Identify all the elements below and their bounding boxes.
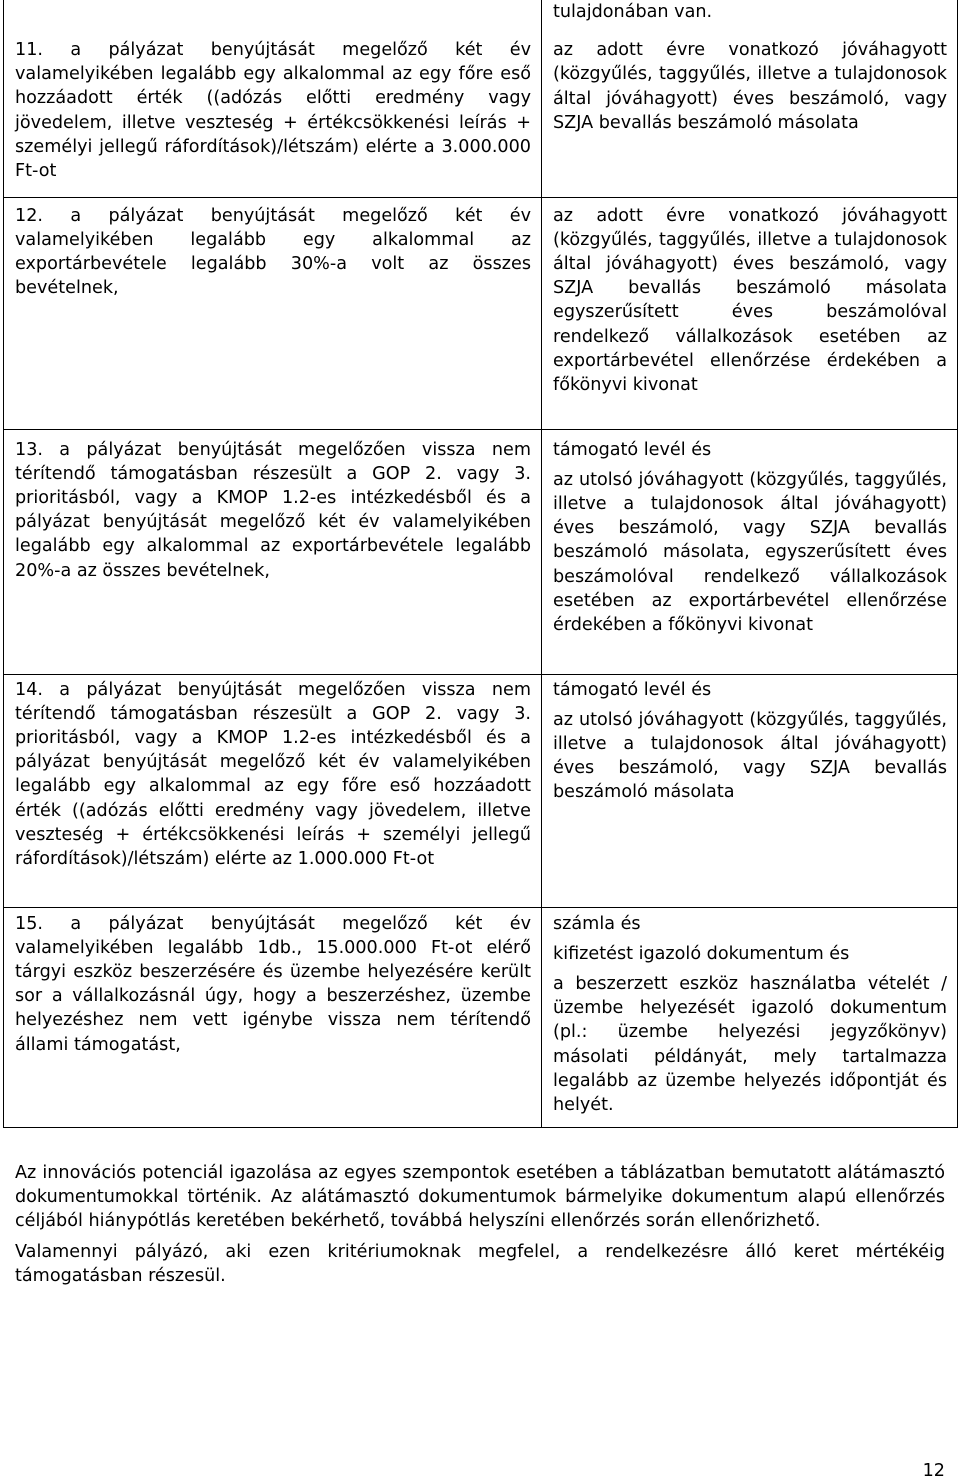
criterion-cell xyxy=(4,907,542,1127)
criterion-cell xyxy=(4,0,542,197)
criterion-cell xyxy=(4,197,542,429)
note-paragraph: Valamennyi pályázó, aki ezen kritériumoknak megfelel, a rendelkezésre álló keret mértékéig támogatásban részesül. xyxy=(15,1241,945,1286)
evidence-text: támogató levél és xyxy=(553,679,712,700)
note-paragraph: Az innovációs potenciál igazolása az egyes szempontok esetében a táblázatban bemutatott alátámasztó dokumentumokkal történik. Az alátámasztó dokumentumok bármelyike dokumentum alapú ellenőrzés céljából hiánypótlás keretében bekérhető, továbbá helyszíni ellenőrzés során ellenőrizhető. xyxy=(15,1163,945,1232)
criterion-cell xyxy=(4,674,542,907)
criterion-text: 15. a pályázat benyújtását megelőző két év valamelyikében legalább 1db., 15.000.000 Ft-ot elérő tárgyi eszköz beszerzésére és üzembe helyezésére került sor a vállalkozásnál úgy, hogy a beszerzéshez, üzembe helyezéshez nem vett igénybe vissza nem térítendő állami támogatást, xyxy=(15,913,531,1055)
evidence-cell xyxy=(542,0,958,197)
criterion-text: 12. a pályázat benyújtását megelőző két év valamelyikében legalább egy alkalommal az exportárbevétele legalább 30%-a volt az összes bevételnek, xyxy=(15,205,531,299)
evidence-cell xyxy=(542,429,958,674)
evidence-text: kifizetést igazoló dokumentum és xyxy=(553,943,850,964)
evidence-text: tulajdonában van. xyxy=(553,2,713,22)
evidence-cell xyxy=(542,674,958,907)
evidence-text: az adott évre vonatkozó jóváhagyott (közgyűlés, taggyűlés, illetve a tulajdonosok által jóváhagyott) éves beszámoló, vagy SZJA bevallás beszámoló másolata egyszerűsített éves beszámolóval rendelkező vállalkozások esetében az exportárbevétel ellenőrzése érdekében a főkönyvi kivonat xyxy=(553,205,947,395)
criterion-text: 14. a pályázat benyújtását megelőzően vissza nem térítendő támogatásban részesült a GOP 2. vagy 3. prioritásból, vagy a KMOP 1.2-es intézkedésből és a pályázat benyújtását megelőző két év valamelyikében legalább egy alkalommal az egy főre eső hozzáadott érték ((adózás előtti eredmény vagy jövedelem, illetve veszteség + értékcsökkenési leírás + személyi jellegű ráfordítások)/létszám) elérte az 1.000.000 Ft-ot xyxy=(15,679,531,869)
criterion-text: 13. a pályázat benyújtását megelőzően vissza nem térítendő támogatásban részesült a GOP 2. vagy 3. prioritásból, vagy a KMOP 1.2-es intézkedésből és a pályázat benyújtását megelőző két év valamelyikében legalább egy alkalommal az exportárbevétele legalább 20%-a az összes bevételnek, xyxy=(15,439,531,581)
criteria-table xyxy=(3,0,958,1128)
table-row xyxy=(4,197,958,429)
page-number: 12 xyxy=(922,1461,945,1481)
evidence-cell xyxy=(542,907,958,1127)
evidence-text: az utolsó jóváhagyott (közgyűlés, taggyűlés, illetve a tulajdonosok által jóváhagyott) éves beszámoló, vagy SZJA bevallás beszámoló másolata, egyszerűsített éves beszámolóval rendelkező vállalkozások esetében az exportárbevétel ellenőrzése érdekében a főkönyvi kivonat xyxy=(553,469,947,635)
evidence-text: a beszerzett eszköz használatba vételét / üzembe helyezését igazoló dokumentum (pl.: üzembe helyezési jegyzőkönyv) másolati példányát, mely tartalmazza legalább az üzembe helyezés időpontját és helyét. xyxy=(553,973,947,1115)
evidence-text: számla és xyxy=(553,913,641,934)
table-row xyxy=(4,674,958,907)
table-row xyxy=(4,429,958,674)
evidence-text: az adott évre vonatkozó jóváhagyott (közgyűlés, taggyűlés, illetve a tulajdonosok által jóváhagyott) éves beszámoló, vagy SZJA bevallás beszámoló másolata xyxy=(553,40,947,133)
table-row xyxy=(4,907,958,1127)
evidence-text: támogató levél és xyxy=(553,439,712,460)
notes-section xyxy=(15,1161,945,1288)
criterion-text: 11. a pályázat benyújtását megelőző két év valamelyikében legalább egy alkalommal az egy főre eső hozzáadott érték ((adózás előtti eredmény vagy jövedelem, illetve veszteség + értékcsökkenési leírás + személyi jellegű ráfordítások)/létszám) elérte a 3.000.000 Ft-ot xyxy=(15,40,531,182)
criterion-cell xyxy=(4,429,542,674)
evidence-text: az utolsó jóváhagyott (közgyűlés, taggyűlés, illetve a tulajdonosok által jóváhagyott) éves beszámoló, vagy SZJA bevallás beszámoló másolata xyxy=(553,709,947,803)
evidence-cell xyxy=(542,197,958,429)
table-row xyxy=(4,0,958,197)
